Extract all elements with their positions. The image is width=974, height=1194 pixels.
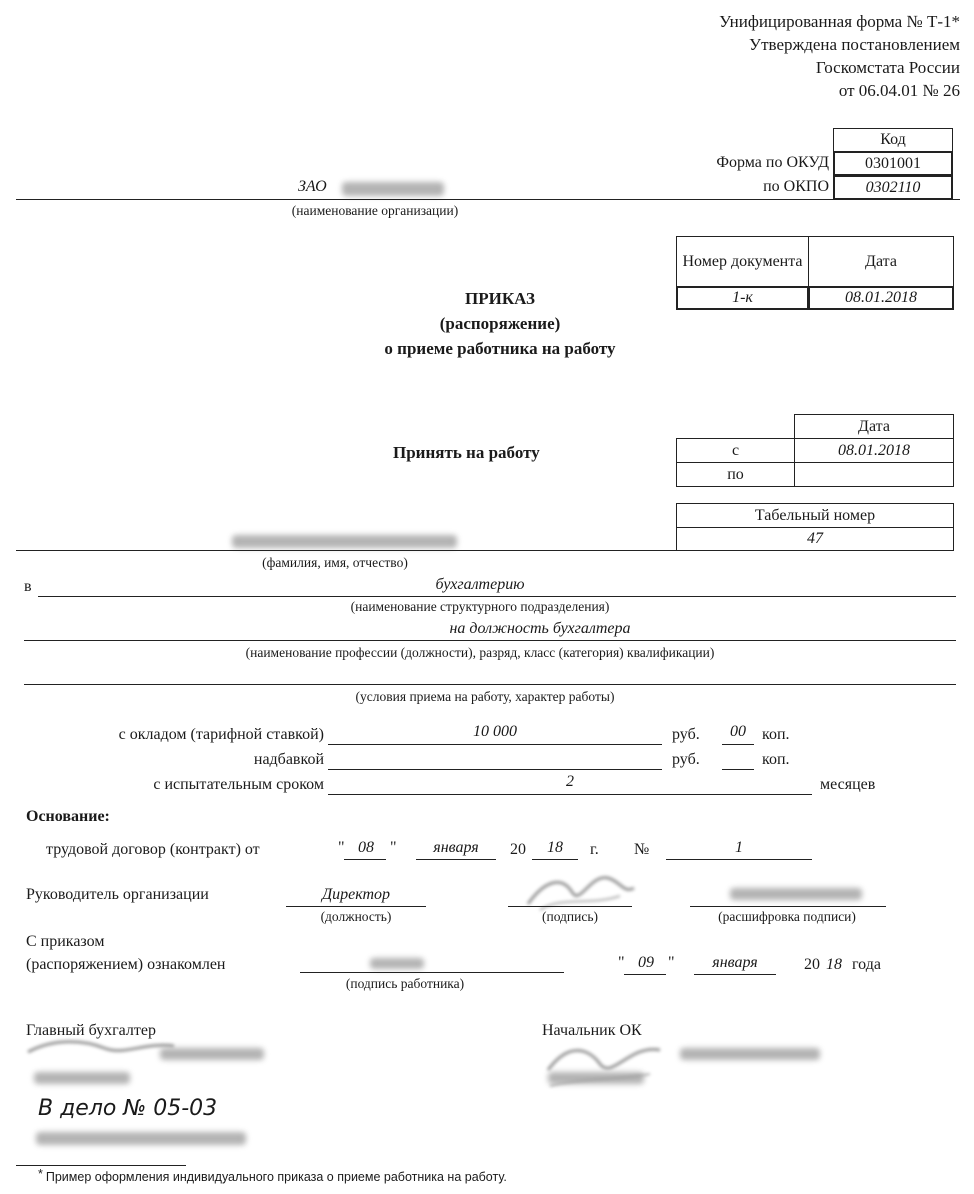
department-value: бухгалтерию xyxy=(435,576,525,593)
hire-date-header: Дата xyxy=(858,417,890,435)
contract-day-line xyxy=(344,859,386,860)
hire-from-cell xyxy=(794,438,954,463)
tab-number-header: Табельный номер xyxy=(754,506,876,524)
okud-value: 0301001 xyxy=(865,154,921,172)
position-line xyxy=(24,640,956,641)
trial-value: 2 xyxy=(566,773,574,790)
code-header: Код xyxy=(880,131,906,148)
title-prikaz: ПРИКАЗ xyxy=(465,289,535,308)
hire-from-label: с xyxy=(731,441,740,459)
form-header-line3: Госкомстата России xyxy=(815,58,960,77)
employee-name-redacted xyxy=(232,535,457,548)
archive-note: В дело № 05-03 xyxy=(38,1096,218,1121)
ack-quote-open: " xyxy=(618,954,625,971)
hr-head-name-redacted xyxy=(680,1048,820,1060)
trial-line xyxy=(328,794,812,795)
salary-kop-line xyxy=(722,744,754,745)
ack-month: января xyxy=(712,954,758,971)
conditions-line xyxy=(24,684,956,685)
hire-date-header-cell xyxy=(794,414,954,439)
ack-month-line xyxy=(694,974,776,975)
acquainted-line2: (распоряжением) ознакомлен xyxy=(26,956,226,973)
form-header-line4: от 06.04.01 № 26 xyxy=(838,81,960,100)
code-header-cell xyxy=(833,128,953,152)
tab-number-header-cell xyxy=(676,503,954,528)
basis-heading: Основание: xyxy=(26,808,110,825)
organization-name: ЗАО xyxy=(298,178,327,195)
department-prefix: в xyxy=(24,578,32,595)
ack-day-line xyxy=(624,974,666,975)
title-rasporyazhenie: (распоряжение) xyxy=(439,314,561,333)
doc-date-value: 08.01.2018 xyxy=(845,289,917,306)
salary-kop: коп. xyxy=(762,726,790,743)
tab-number-cell xyxy=(676,527,954,551)
title-subject: о приеме работника на работу xyxy=(384,339,616,358)
form-header xyxy=(719,10,960,102)
chief-accountant-label: Главный бухгалтер xyxy=(26,1022,156,1039)
employee-signature-line xyxy=(300,972,564,973)
contract-number-value: 1 xyxy=(735,839,743,856)
hire-from-value: 08.01.2018 xyxy=(838,441,910,459)
bonus-label: надбавкой xyxy=(253,751,324,768)
manager-position-line xyxy=(286,906,426,907)
doc-number-header: Номер документа xyxy=(682,252,803,270)
position-value: на должность бухгалтера xyxy=(449,620,631,637)
form-header-line1: Унифицированная форма № Т-1* xyxy=(719,12,960,31)
bonus-line xyxy=(328,769,662,770)
archive-note-detail-redacted xyxy=(36,1132,246,1145)
bonus-kop: коп. xyxy=(762,751,790,768)
salary-rub: руб. xyxy=(672,726,700,743)
contract-year-line xyxy=(532,859,578,860)
hire-to-label: по xyxy=(727,465,744,483)
doc-date-cell xyxy=(808,286,954,310)
ack-day: 09 xyxy=(638,954,654,971)
ack-year-suffix: 18 xyxy=(826,956,842,973)
department-caption: (наименование структурного подразделения) xyxy=(350,599,610,614)
contract-day: 08 xyxy=(358,839,374,856)
ack-year-word: года xyxy=(852,956,881,973)
manager-label: Руководитель организации xyxy=(26,886,209,903)
okud-label: Форма по ОКУД xyxy=(716,154,829,171)
salary-kop-value: 00 xyxy=(730,723,746,740)
trial-unit: месяцев xyxy=(820,776,876,793)
organization-caption: (наименование организации) xyxy=(291,203,459,218)
document-title xyxy=(300,286,700,361)
department-line xyxy=(38,596,956,597)
doc-number-header-cell xyxy=(676,236,809,287)
organization-name-redacted xyxy=(342,182,444,196)
hr-head-date-redacted xyxy=(548,1072,644,1084)
employee-line xyxy=(16,550,676,551)
employee-signature-caption: (подпись работника) xyxy=(345,976,465,991)
okpo-cell xyxy=(833,175,953,200)
okpo-label: по ОКПО xyxy=(763,178,829,195)
manager-signature-line xyxy=(508,906,632,907)
hr-head-label: Начальник ОК xyxy=(542,1022,642,1039)
bonus-rub: руб. xyxy=(672,751,700,768)
contract-quote-open: " xyxy=(338,839,345,856)
contract-number-label: № xyxy=(634,841,650,858)
hire-label: Принять на работу xyxy=(393,443,540,462)
contract-quote-close: " xyxy=(390,839,397,856)
chief-accountant-name-redacted xyxy=(160,1048,264,1060)
ack-quote-close: " xyxy=(668,954,675,971)
footnote-star: * xyxy=(38,1167,43,1181)
okpo-value: 0302110 xyxy=(865,178,921,196)
hire-to-label-cell xyxy=(676,462,795,487)
contract-month: января xyxy=(433,839,479,856)
footnote xyxy=(38,1167,507,1184)
doc-date-header: Дата xyxy=(865,252,897,270)
form-header-line2: Утверждена постановлением xyxy=(749,35,960,54)
salary-value: 10 000 xyxy=(473,723,517,740)
conditions-caption: (условия приема на работу, характер работы) xyxy=(355,689,615,704)
manager-name-redacted xyxy=(730,888,862,900)
okud-cell xyxy=(833,151,953,176)
bonus-kop-line xyxy=(722,769,754,770)
contract-label: трудовой договор (контракт) от xyxy=(46,841,260,858)
tab-number-value: 47 xyxy=(807,530,823,547)
hire-to-cell xyxy=(794,462,954,487)
hr-head-signature xyxy=(540,1030,690,1100)
contract-g: г. xyxy=(590,841,599,858)
manager-decoding-line xyxy=(690,906,886,907)
doc-number-value: 1-к xyxy=(732,289,753,306)
contract-month-line xyxy=(416,859,496,860)
ack-year-prefix: 20 xyxy=(804,956,820,973)
doc-date-header-cell xyxy=(808,236,954,287)
contract-year-suffix: 18 xyxy=(547,839,563,856)
organization-line xyxy=(16,199,960,200)
manager-signature-caption: (подпись) xyxy=(541,909,599,924)
manager-position-value: Директор xyxy=(321,886,391,903)
position-caption: (наименование профессии (должности), разряд, класс (категория) квалификации) xyxy=(245,645,715,660)
hire-from-label-cell xyxy=(676,438,795,463)
salary-line xyxy=(328,744,662,745)
chief-accountant-date-redacted xyxy=(34,1072,130,1084)
manager-decoding-caption: (расшифровка подписи) xyxy=(718,909,856,924)
footnote-separator xyxy=(16,1165,186,1166)
salary-label: с окладом (тарифной ставкой) xyxy=(118,726,324,743)
employee-signature-redacted xyxy=(370,958,424,969)
acquainted-line1: С приказом xyxy=(26,933,105,950)
employee-caption: (фамилия, имя, отчество) xyxy=(262,555,408,570)
trial-label: с испытательным сроком xyxy=(153,776,324,793)
contract-number-line xyxy=(666,859,812,860)
contract-year-prefix: 20 xyxy=(510,841,526,858)
manager-position-caption: (должность) xyxy=(320,909,392,924)
footnote-text: Пример оформления индивидуального приказа о приеме работника на работу. xyxy=(45,1170,507,1184)
